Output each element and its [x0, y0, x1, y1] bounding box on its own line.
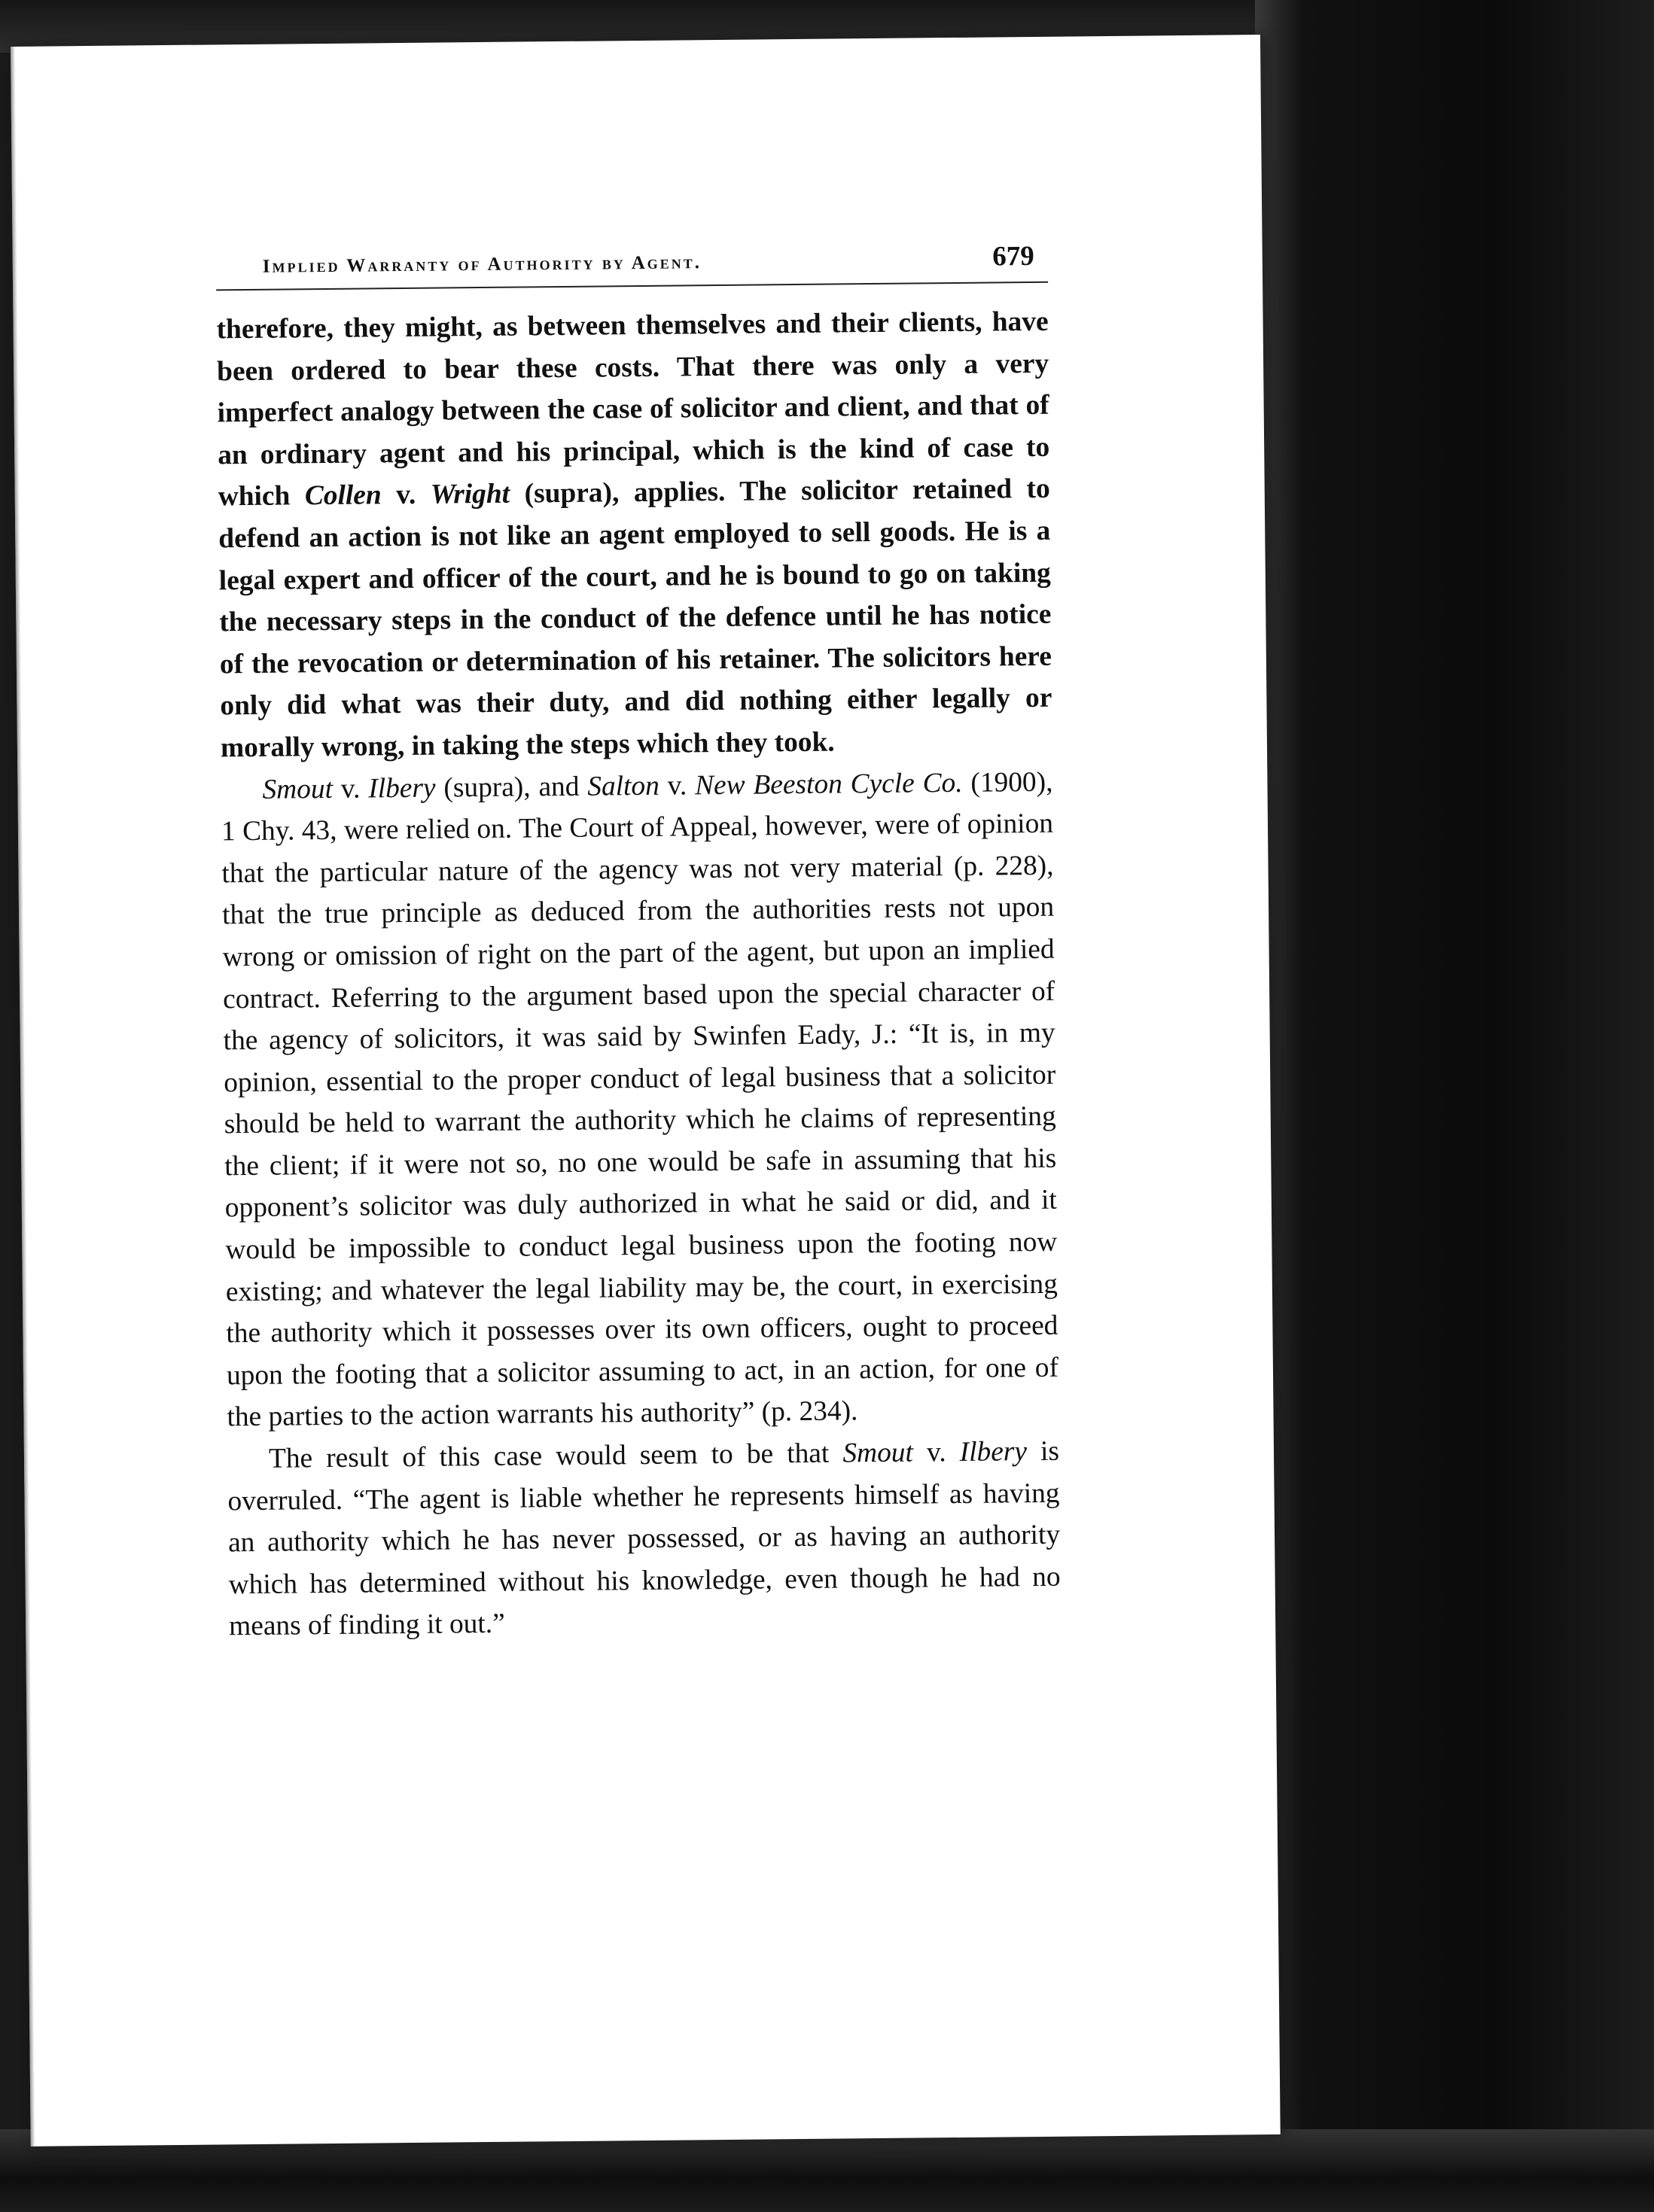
paragraph-2-text-cont: (1900), 1 Chy. 43, were relied on. The Court of Appeal, however, were of opinion that the particular nature of the agency was not very material (p. 228), that the true principle as deduced from the authorities rests not upon wrong or omission of right on the part of the agent, but upon an implied contract. Referring to the argument based upon the special character of the agency of solicitors, it was said by Swinfen Eady, J.: “It is, in my opinion, essential to the proper conduct of legal business that a solicitor should be held to warrant the authority which he claims of representing the client; if it were not so, no one would be safe in assuming that his opponent’s solicitor was duly authorized in what he said or did, and it would be impossible to conduct legal business upon the footing now existing; and whatever the legal liability may be, the court, in exercising the authority which it possesses over its own officers, ought to proceed upon the footing that a solicitor assuming to act, in an action, for one of the parties to the action warrants his authority” (p. 234).: [221, 766, 1059, 1433]
case-name-ilbery: Ilbery: [959, 1436, 1028, 1468]
paragraph-2-text: (supra), and: [435, 771, 588, 804]
versus: v.: [381, 479, 431, 511]
paragraph-3-text-cont: is overruled. “The agent is liable whether he represents himself as having an authority which he has never possessed, or as having an authority which has determined without his knowledge, even though he had no means of finding it out.”: [227, 1435, 1061, 1642]
paragraph-3: [227, 1431, 1062, 1648]
versus: v.: [659, 769, 696, 802]
paragraph-1: [216, 301, 1052, 769]
paragraph-2: [221, 761, 1058, 1438]
versus: v.: [332, 773, 369, 805]
case-name-collen: Collen: [304, 479, 382, 512]
paragraph-1-text-cont: (supra), applies. The solicitor retained to defend an action is not like an agent employed to sell goods. He is a legal expert and officer of the court, and he is bound to go on taking the necessary steps in the conduct of the defence until he has notice of the revocation or determination of his retainer. The solicitors here only did what was their duty, and did nothing either legally or morally wrong, in taking the steps which they took.: [218, 473, 1052, 764]
page-number: 679: [992, 240, 1034, 272]
case-name-wright: Wright: [430, 479, 510, 511]
scan-border-right: [1255, 0, 1654, 2212]
running-title: Implied Warranty of Authority by Agent.: [262, 252, 702, 277]
case-name-smout: Smout: [262, 773, 334, 805]
running-head: [216, 240, 1048, 291]
case-name-ilbery: Ilbery: [368, 772, 436, 805]
case-name-salton: Salton: [587, 770, 660, 802]
paragraph-3-text: The result of this case would seem to be that: [268, 1438, 843, 1474]
page-text-block: [216, 240, 1062, 1648]
case-name-smout: Smout: [842, 1437, 914, 1469]
versus: v.: [912, 1437, 960, 1468]
paragraph-1-text: therefore, they might, as between themselves and their clients, have been ordered to bear these costs. That there was only a very imperfect analogy between the case of solicitor and client, and that of an ordinary agent and his principal, which is the kind of case to which: [216, 306, 1050, 513]
book-page: [11, 35, 1281, 2147]
case-name-new-beeston: New Beeston Cycle Co.: [694, 767, 963, 801]
